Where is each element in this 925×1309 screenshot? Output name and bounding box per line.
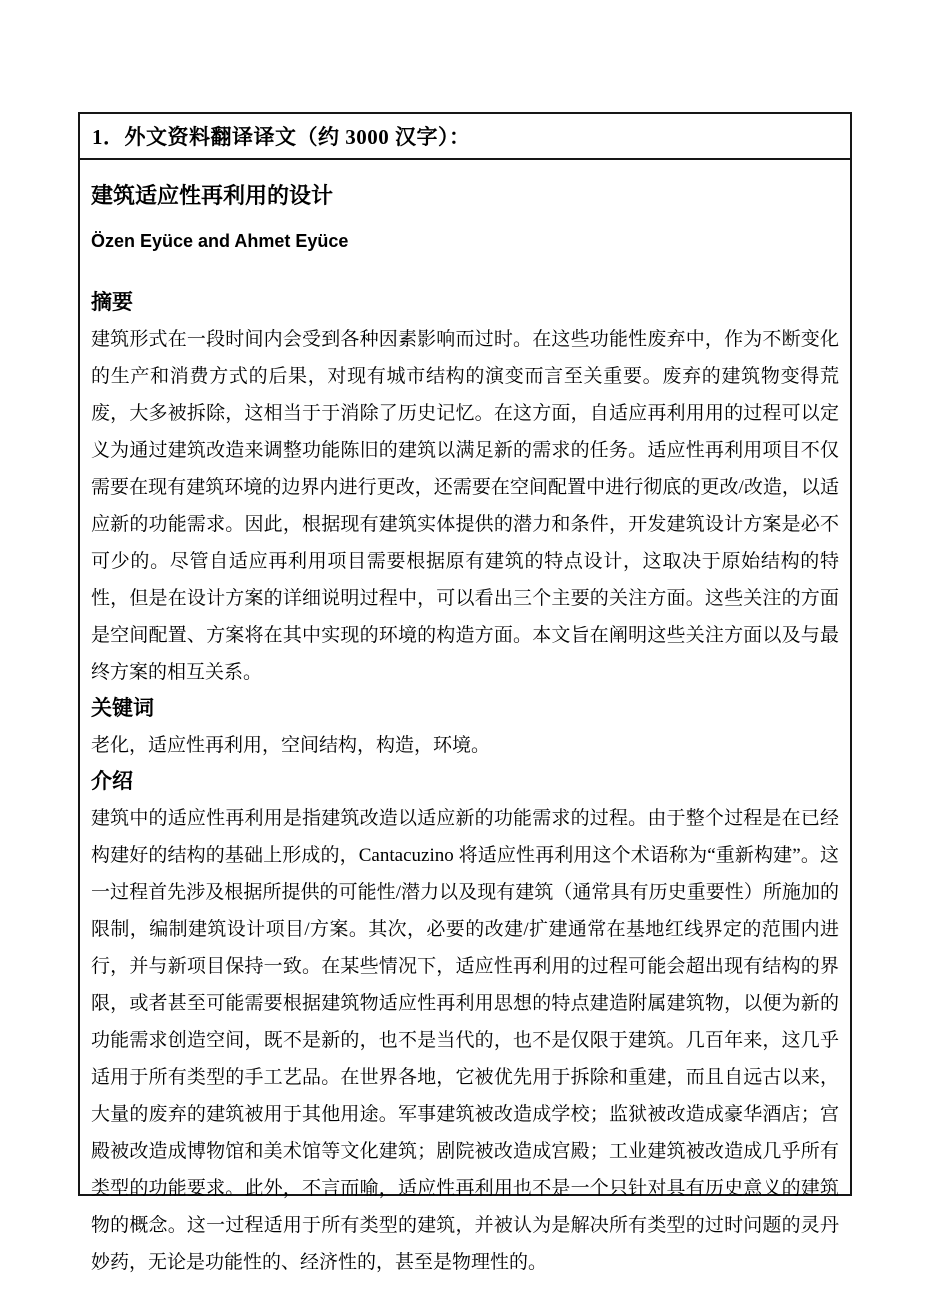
keywords-paragraph: 老化，适应性再利用，空间结构，构造，环境。: [91, 735, 491, 756]
section-label: 1．外文资料翻译译文（约 3000 汉字）：: [92, 125, 471, 149]
authors-line: Özen Eyüce and Ahmet Eyüce: [91, 231, 349, 251]
introduction-paragraph: 建筑中的适应性再利用是指建筑改造以适应新的功能需求的过程。由于整个过程是在已经构建好的结构的基础上形成的，Cantacuzino 将适应性再利用这个术语称为“重新构建”。这一过程首先涉及根据所提供的可能性/潜力以及现有建筑（通常具有历史重要性）所施加的限制，编制建筑设计项目/方案。其次，必要的改建/扩建通常在基地红线界定的范围内进行，并与新项目保持一致。在某些情况下，适应性再利用的过程可能会超出现有结构的界限，或者甚至可能需要根据建筑物适应性再利用思想的特点建造附属建筑物，以便为新的功能需求创造空间，既不是新的，也不是当代的，也不是仅限于建筑。几百年来，这几乎适用于所有类型的手工艺品。在世界各地，它被优先用于拆除和重建，而且自远古以来，大量的废弃的建筑被用于其他用途。军事建筑被改造成学校；监狱被改造成豪华酒店；宫殿被改造成博物馆和美术馆等文化建筑；剧院被改造成宫殿；工业建筑被改造成几乎所有类型的功能要求。此外，不言而喻，适应性再利用也不是一个只针对具有历史意义的建筑物的概念。这一过程适用于所有类型的建筑，并被认为是解决所有类型的过时问题的灵丹妙药，无论是功能性的、经济性的，甚至是物理性的。: [91, 808, 839, 1273]
document-content: [80, 160, 850, 1281]
introduction-heading: 介绍: [91, 770, 133, 793]
keywords-heading: 关键词: [91, 697, 154, 720]
article-title: 建筑适应性再利用的设计: [91, 183, 334, 208]
abstract-heading: 摘要: [91, 291, 133, 314]
section-label-row: [80, 114, 850, 160]
abstract-paragraph: 建筑形式在一段时间内会受到各种因素影响而过时。在这些功能性废弃中，作为不断变化的生产和消费方式的后果，对现有城市结构的演变而言至关重要。废弃的建筑物变得荒废，大多被拆除，这相当于于消除了历史记忆。在这方面，自适应再利用用的过程可以定义为通过建筑改造来调整功能陈旧的建筑以满足新的需求的任务。适应性再利用项目不仅需要在现有建筑环境的边界内进行更改，还需要在空间配置中进行彻底的更改/改造，以适应新的功能需求。因此，根据现有建筑实体提供的潜力和条件，开发建筑设计方案是必不可少的。尽管自适应再利用项目需要根据原有建筑的特点设计，这取决于原始结构的特性，但是在设计方案的详细说明过程中，可以看出三个主要的关注方面。这些关注的方面是空间配置、方案将在其中实现的环境的构造方面。本文旨在阐明这些关注方面以及与最终方案的相互关系。: [91, 329, 839, 683]
document-table: [78, 112, 852, 1273]
